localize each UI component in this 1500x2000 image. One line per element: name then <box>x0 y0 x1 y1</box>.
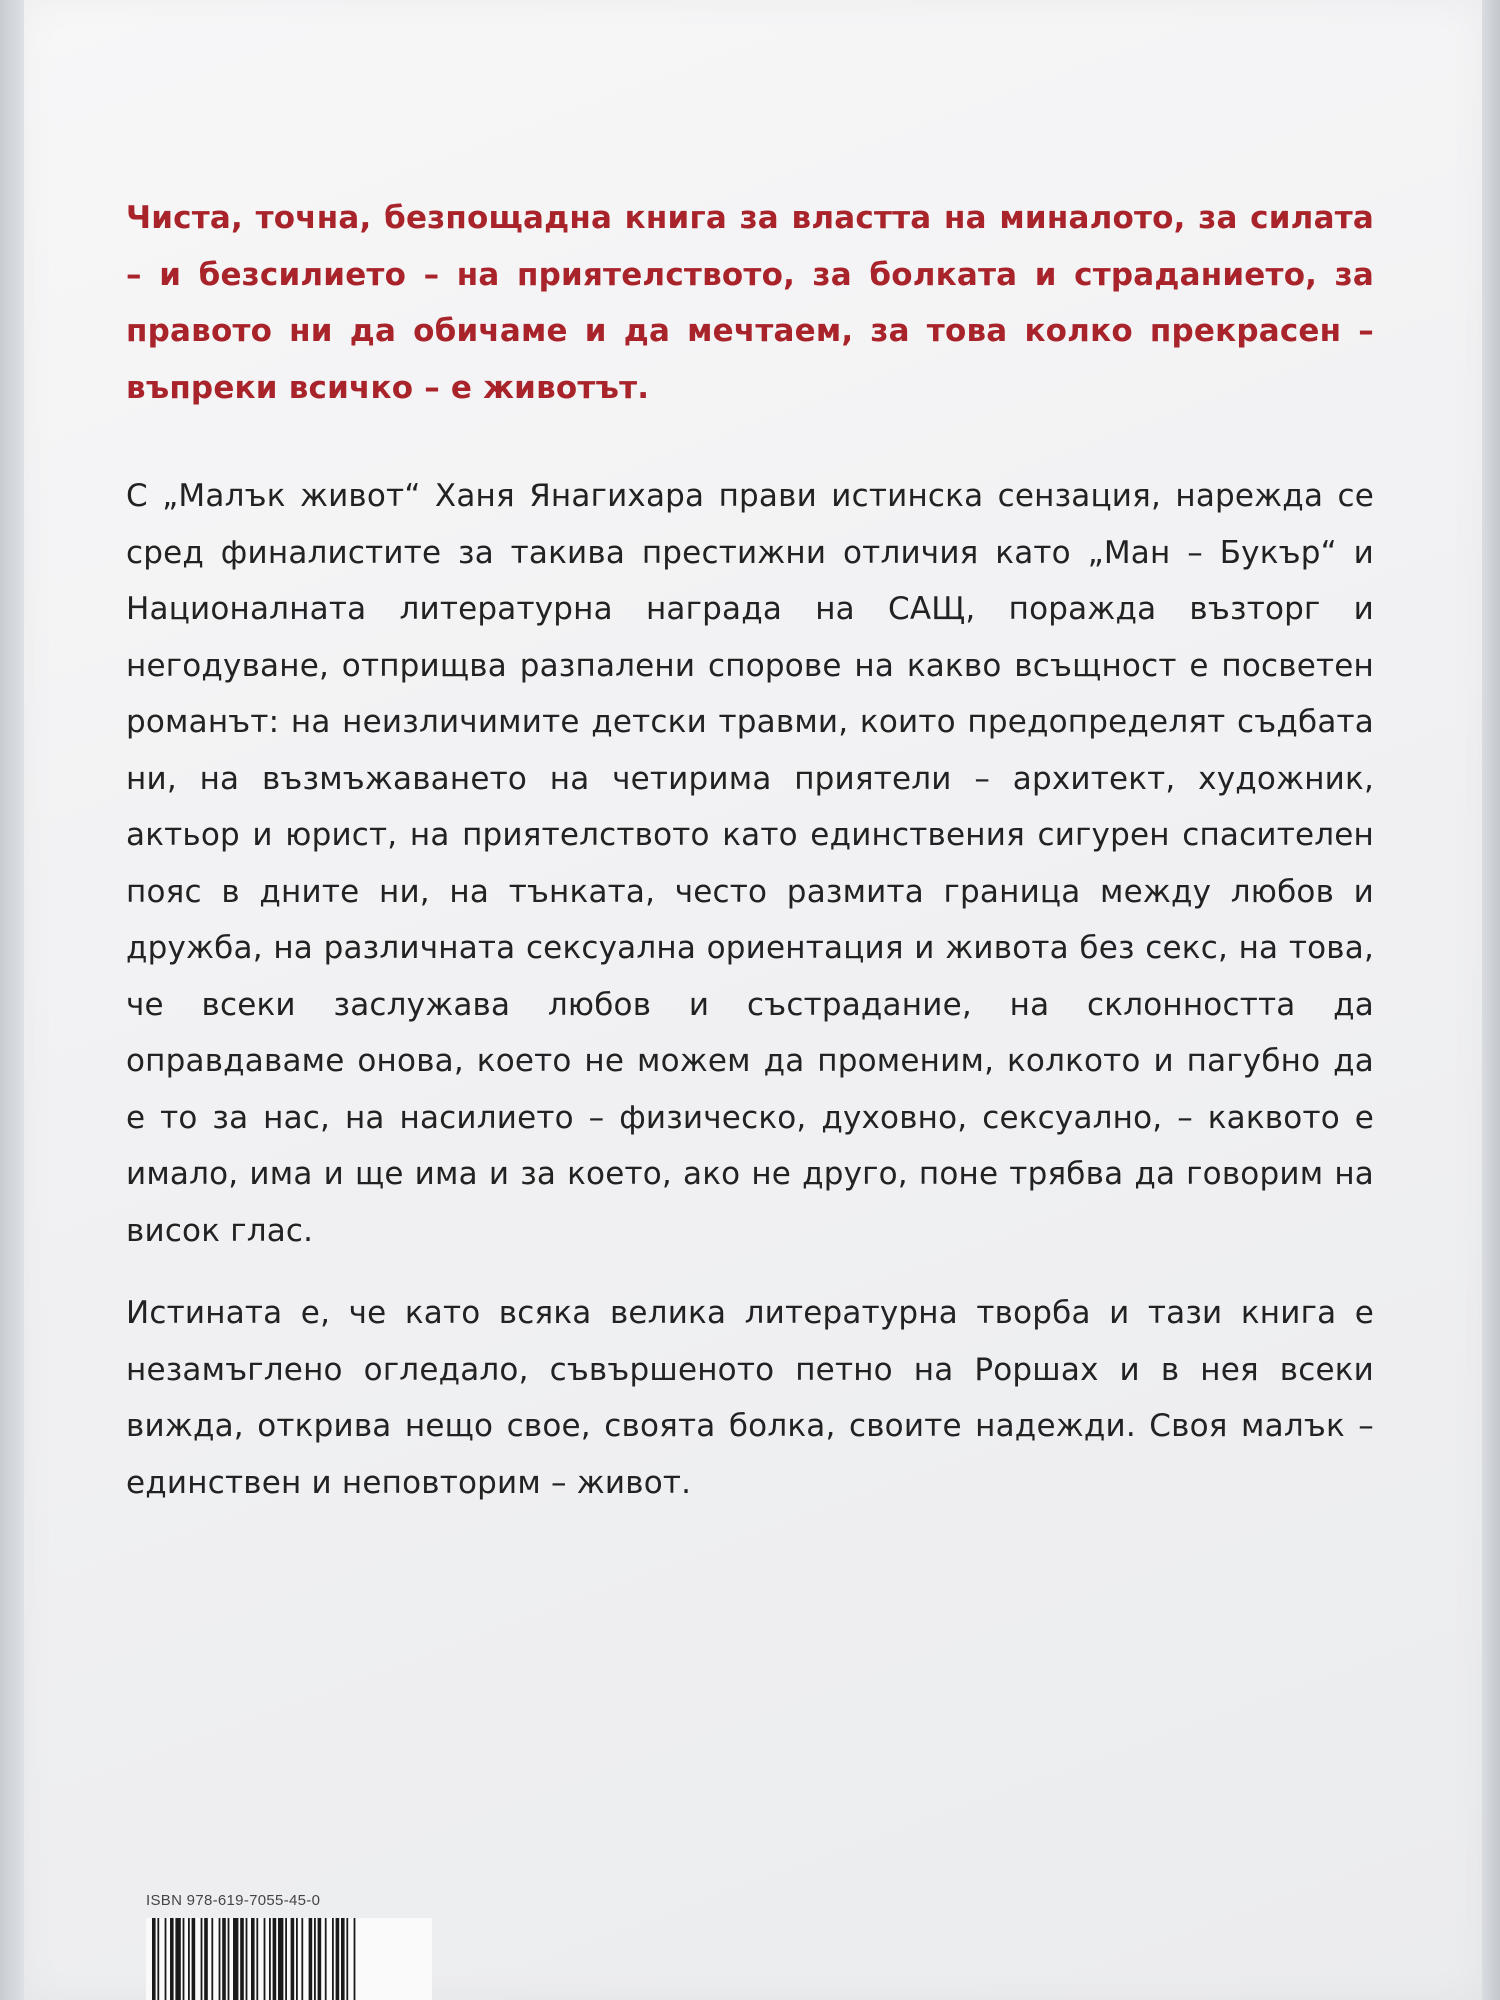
book-back-cover <box>24 0 1482 2000</box>
barcode-bar <box>233 1918 238 2000</box>
barcode-bar <box>314 1918 316 2000</box>
barcode-bar <box>332 1918 334 2000</box>
barcode-bar <box>285 1918 287 2000</box>
barcode-bar <box>165 1918 167 2000</box>
barcode-bar <box>296 1918 298 2000</box>
right-edge-background <box>1482 0 1500 2000</box>
barcode-bar <box>228 1918 230 2000</box>
barcode-bar <box>157 1918 159 2000</box>
barcode-bar <box>341 1918 345 2000</box>
barcode-bar <box>336 1918 340 2000</box>
description-paragraph-1: С „Малък живот“ Ханя Янагихара прави истинска сензация, нарежда се сред финалистите за такива престижни отличия като „Ман – Букър“ и Националната литературна награда на САЩ, поражда възторг и негодуване, отприщва разпалени спорове на какво всъщност е посветен романът: на неизличимите детски травми, които предопределят съдбата ни, на възмъжаването на четирима приятели – архитект, художник, актьор и юрист, на приятелството като единствения сигурен спасителен пояс в дните ни, на тънката, често размита граница между любов и дружба, на различната сексуална ориентация и живота без секс, на това, че всеки заслужава любов и състрадание, на склонността да оправдаваме онова, което не можем да променим, колкото и пагубно да е то за нас, на насилието – физическо, духовно, сексуално, – каквото е имало, има и ще има и за което, ако не друго, поне трябва да говорим на висок глас. <box>126 478 1374 1249</box>
barcode-bar <box>192 1918 196 2000</box>
barcode-bar <box>175 1918 180 2000</box>
barcode-bar <box>273 1918 277 2000</box>
barcode-bar <box>318 1918 322 2000</box>
barcode-bar <box>152 1918 156 2000</box>
barcode-bar <box>240 1918 244 2000</box>
barcode-bar <box>219 1918 221 2000</box>
barcode-bar <box>346 1918 348 2000</box>
barcode-bar <box>188 1918 190 2000</box>
barcode-bar <box>204 1918 208 2000</box>
red-blurb-paragraph: Чиста, точна, безпощадна книга за властта на миналото, за силата – и безсилието – на приятелството, за болката и страданието, за правото ни да обичаме и да мечтаем, за това колко прекрасен – въпреки всичко – е животът. <box>126 200 1374 406</box>
left-edge-background <box>0 0 24 2000</box>
barcode-bar <box>183 1918 185 2000</box>
barcode-bar <box>325 1918 327 2000</box>
barcode-bar <box>222 1918 226 2000</box>
barcode-image <box>146 1918 432 2000</box>
barcode-bar <box>201 1918 203 2000</box>
barcode-bar <box>170 1918 174 2000</box>
isbn-label: ISBN 978-619-7055-45-0 <box>146 1892 321 1909</box>
barcode-bar <box>291 1918 295 2000</box>
barcode-bar <box>309 1918 313 2000</box>
barcode-bar <box>246 1918 248 2000</box>
barcode-bar <box>269 1918 271 2000</box>
description-paragraph-2: Истината е, че като всяка велика литературна творба и тази книга е незамъглено огледало, съвършеното петно на Роршах и в нея всеки вижда, открива нещо свое, своята болка, своите надежди. Своя малък – единствен и неповторим – живот. <box>126 1295 1374 1501</box>
barcode-bar <box>256 1918 258 2000</box>
barcode-bar <box>264 1918 266 2000</box>
barcode-bar <box>354 1918 356 2000</box>
barcode-bar <box>301 1918 303 2000</box>
barcode-bar <box>211 1918 213 2000</box>
barcode-bar <box>251 1918 255 2000</box>
barcode-bar <box>278 1918 283 2000</box>
